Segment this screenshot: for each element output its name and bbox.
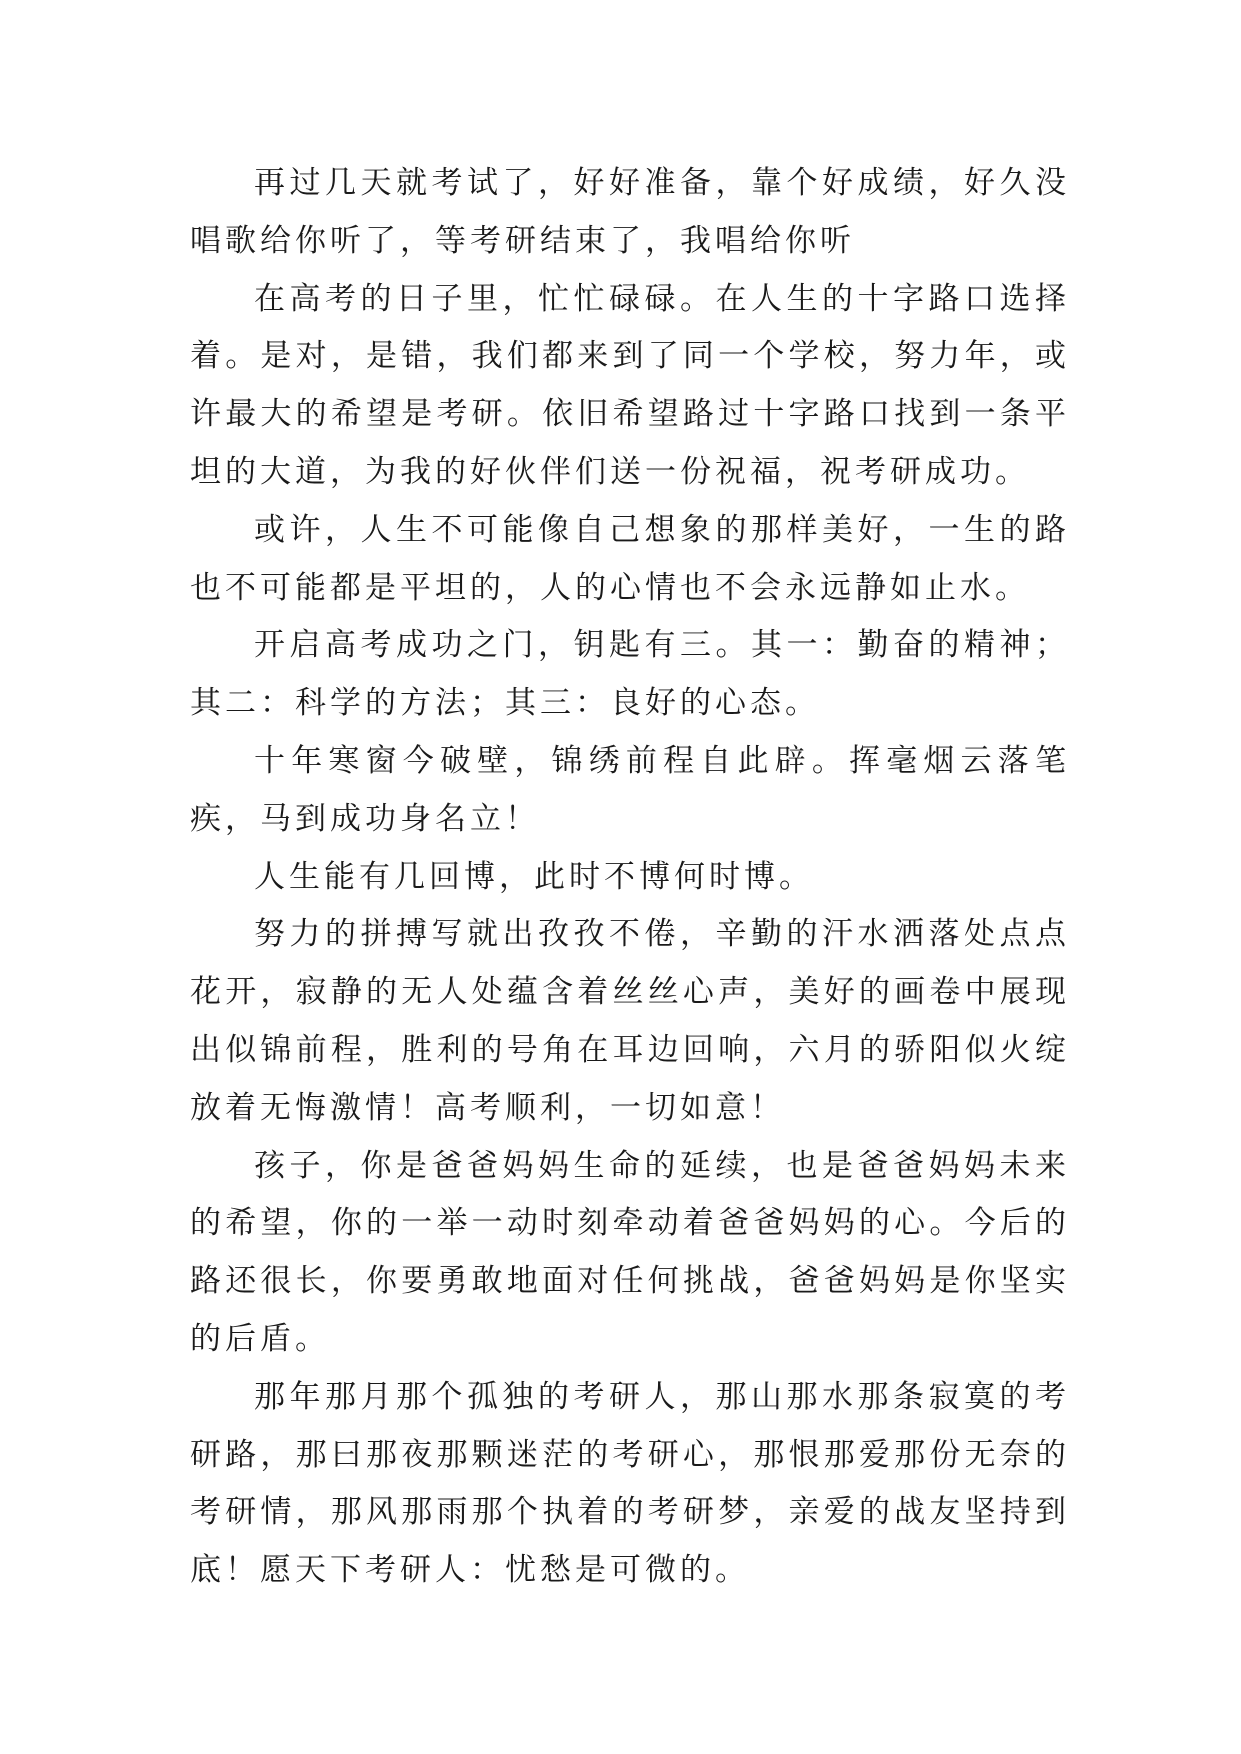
- paragraph-three-keys: 开启高考成功之门，钥匙有三。其一：勤奋的精神；其二：科学的方法；其三：良好的心态。: [190, 627, 1070, 722]
- document-body: [190, 155, 1070, 1600]
- paragraph-life-not-perfect: 或许，人生不可能像自己想象的那样美好，一生的路也不可能都是平坦的，人的心情也不会永远静如止水。: [190, 511, 1070, 606]
- paragraph-strive-now: 人生能有几回博，此时不博何时博。: [254, 858, 814, 895]
- paragraph-exam-encouragement: 再过几天就考试了，好好准备，靠个好成绩，好久没唱歌给你听了，等考研结束了，我唱给你听: [190, 165, 1070, 259]
- paragraph-parents-message: 孩子，你是爸爸妈妈生命的延续，也是爸爸妈妈未来的希望，你的一举一动时刻牵动着爸爸妈妈的心。今后的路还很长，你要勇敢地面对任何挑战，爸爸妈妈是你坚实的后盾。: [190, 1147, 1070, 1357]
- paragraph-crossroads: 在高考的日子里，忙忙碌碌。在人生的十字路口选择着。是对，是错，我们都来到了同一个学校，努力年，或许最大的希望是考研。依旧希望路过十字路口找到一条平坦的大道，为我的好伙伴们送一份祝福，祝考研成功。: [190, 280, 1070, 490]
- paragraph-poem: 十年寒窗今破壁，锦绣前程自此辟。挥毫烟云落笔疾，马到成功身名立！: [190, 742, 1070, 837]
- paragraph-hard-work: 努力的拼搏写就出孜孜不倦，辛勤的汗水洒落处点点花开，寂静的无人处蕴含着丝丝心声，美好的画卷中展现出似锦前程，胜利的号角在耳边回响，六月的骄阳似火绽放着无悔激情！高考顺利，一切如意！: [190, 916, 1070, 1126]
- paragraph-exam-candidates: 那年那月那个孤独的考研人，那山那水那条寂寞的考研路，那曰那夜那颗迷茫的考研心，那恨那爱那份无奈的考研情，那风那雨那个执着的考研梦，亲爱的战友坚持到底！愿天下考研人：忧愁是可微的。: [190, 1378, 1070, 1589]
